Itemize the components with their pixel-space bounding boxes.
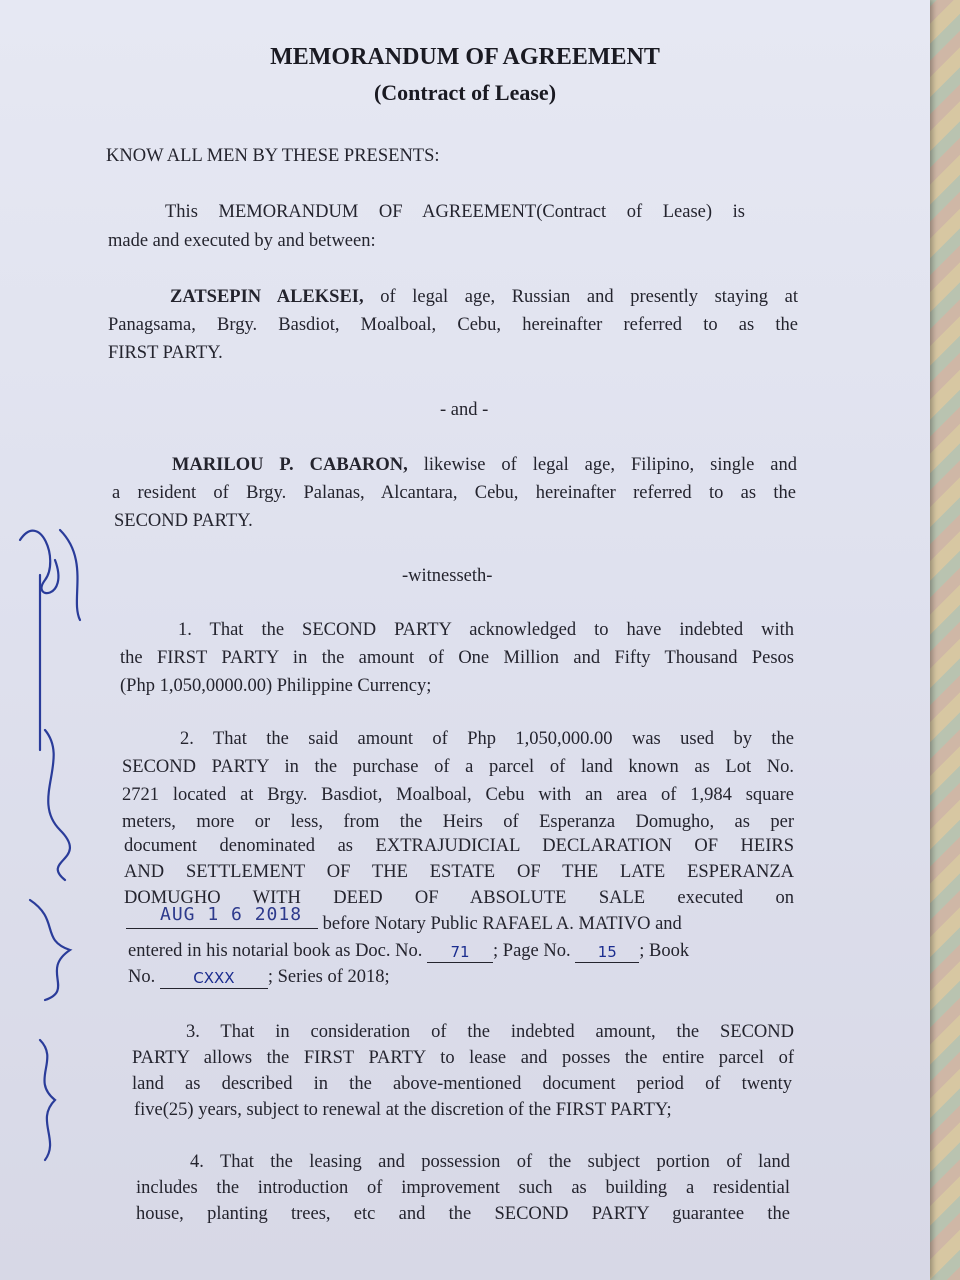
page-no-label: ; Page No.: [493, 941, 571, 961]
clause-2-line-5: document denominated as EXTRAJUDICIAL DECLARATION OF HEIRS: [124, 836, 794, 856]
clause-4-line-1: 4. That the leasing and possession of the subject portion of land: [190, 1152, 790, 1172]
book-no-blank: [160, 967, 268, 989]
clause-2-line-10: [128, 967, 390, 989]
intro-line-2: made and executed by and between:: [108, 231, 376, 251]
doc-no-label: entered in his notarial book as Doc. No.: [128, 941, 423, 961]
book-no-label: No.: [128, 967, 156, 987]
clause-2-line-3: 2721 located at Brgy. Basdiot, Moalboal, Cebu with an area of 1,984 square: [122, 785, 794, 805]
first-party-line-1: [170, 287, 798, 308]
know-all-men: KNOW ALL MEN BY THESE PRESENTS:: [106, 146, 440, 166]
clause-2-line-1: 2. That the said amount of Php 1,050,000.00 was used by the: [180, 729, 794, 749]
series-label: ; Series of 2018;: [267, 967, 390, 987]
signature-3: [30, 900, 70, 1000]
clause-3-line-3: land as described in the above-mentioned document period of twenty: [132, 1074, 792, 1094]
clause-2-line-2: SECOND PARTY in the purchase of a parcel of land known as Lot No.: [122, 757, 794, 777]
clause-1-line-1: 1. That the SECOND PARTY acknowledged to have indebted with: [178, 620, 794, 640]
first-party-name: ZATSEPIN ALEKSEI,: [170, 287, 364, 307]
date-stamp: AUG 1 6 2018: [160, 904, 303, 925]
and-separator: - and -: [440, 400, 489, 420]
witnesseth-heading: -witnesseth-: [402, 566, 493, 586]
clause-2-line-7: DOMUGHO WITH DEED OF ABSOLUTE SALE executed on: [124, 888, 794, 908]
document-title: MEMORANDUM OF AGREEMENT: [270, 44, 660, 70]
doc-no-handwritten: 71: [450, 943, 470, 961]
second-party-desc: likewise of legal age, Filipino, single and: [423, 455, 798, 475]
doc-no-blank: [427, 941, 493, 963]
margin-signatures: [0, 500, 110, 1180]
second-party-line-2: a resident of Brgy. Palanas, Alcantara, Cebu, hereinafter referred to as the: [112, 483, 796, 503]
signature-4: [40, 1040, 55, 1160]
execution-date-blank: [126, 928, 318, 929]
clause-4-line-2: includes the introduction of improvement such as building a residential: [136, 1178, 790, 1198]
clause-2-line-8-text: before Notary Public RAFAEL A. MATIVO and: [322, 914, 682, 934]
document-subtitle: (Contract of Lease): [373, 80, 557, 105]
clause-2-line-9: [128, 941, 689, 963]
second-party-name: MARILOU P. CABARON,: [172, 455, 408, 475]
first-party-desc: of legal age, Russian and presently staying at: [380, 287, 799, 307]
clause-2-line-6: AND SETTLEMENT OF THE ESTATE OF THE LATE ESPERANZA: [124, 862, 794, 882]
clause-3-line-1: 3. That in consideration of the indebted amount, the SECOND: [186, 1022, 794, 1042]
clause-3-line-2: PARTY allows the FIRST PARTY to lease and posses the entire parcel of: [132, 1048, 794, 1068]
clause-1-line-3: (Php 1,050,0000.00) Philippine Currency;: [120, 676, 432, 696]
clause-4-line-3: house, planting trees, etc and the SECOND PARTY guarantee the: [136, 1204, 790, 1224]
second-party-line-3: SECOND PARTY.: [114, 511, 253, 531]
book-no-handwritten: CXXX: [193, 969, 235, 987]
intro-line-1: This MEMORANDUM OF AGREEMENT(Contract of Lease) is: [165, 202, 745, 222]
clause-1-line-2: the FIRST PARTY in the amount of One Million and Fifty Thousand Pesos: [120, 648, 794, 668]
first-party-line-3: FIRST PARTY.: [108, 343, 223, 363]
clause-3-line-4: five(25) years, subject to renewal at the discretion of the FIRST PARTY;: [134, 1100, 672, 1120]
page-no-handwritten: 15: [597, 943, 617, 961]
first-party-line-2: Panagsama, Brgy. Basdiot, Moalboal, Cebu, hereinafter referred to as the: [108, 315, 798, 335]
clause-2-line-4: meters, more or less, from the Heirs of Esperanza Domugho, as per: [122, 812, 794, 832]
second-party-line-1: [172, 455, 797, 476]
page-no-blank: [575, 941, 639, 963]
book-label: ; Book: [639, 941, 690, 961]
signature-2: [45, 730, 70, 880]
